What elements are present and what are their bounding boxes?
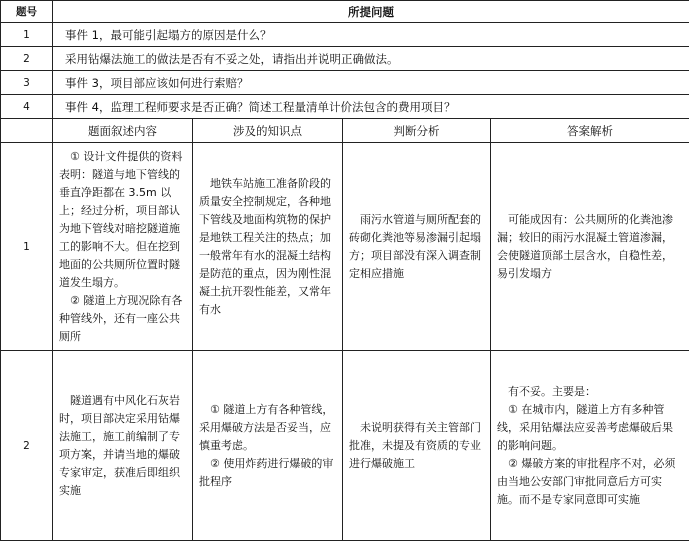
content-cell <box>53 143 193 351</box>
question-text: 事件 1，最可能引起塌方的原因是什么？ <box>53 23 689 47</box>
analysis-num: 2 <box>1 351 53 541</box>
sub-header-answer: 答案解析 <box>491 119 689 143</box>
analysis-num: 1 <box>1 143 53 351</box>
analysis-row <box>1 351 689 541</box>
content-para: ② 隧道上方现况除有各种管线外，还有一座公共厕所 <box>59 293 183 343</box>
question-num: 3 <box>1 71 53 95</box>
question-row <box>1 23 689 47</box>
question-row <box>1 95 689 119</box>
question-num: 2 <box>1 47 53 71</box>
knowledge-para: ① 隧道上方有各种管线，采用爆破方法是否妥当，应慎重考虑。 <box>199 402 334 452</box>
knowledge-cell <box>193 143 343 351</box>
content-para: 隧道遇有中风化石灰岩时，项目部决定采用钻爆法施工，施工前编制了专项方案，并请当地的爆破专家审定，获准后即组织实施 <box>59 393 180 497</box>
sub-header-judgment: 判断分析 <box>343 119 491 143</box>
answer-cell <box>491 143 689 351</box>
content-para: ① 设计文件提供的资料表明：隧道与地下管线的垂直净距都在 3.5m 以上；经过分析，项目部认为地下管线对暗挖隧道施工的影响不大。但在挖到地面的公共厕所位置时隧道发生塌方。 <box>59 149 183 289</box>
judgment-para: 未说明获得有关主管部门批准，未提及有资质的专业进行爆破施工 <box>349 420 481 470</box>
question-num: 4 <box>1 95 53 119</box>
header-num: 题号 <box>1 1 53 23</box>
answer-para: 有不妥。主要是： <box>508 384 596 398</box>
question-text: 采用钻爆法施工的做法是否有不妥之处，请指出并说明正确做法。 <box>53 47 689 71</box>
judgment-cell <box>343 351 491 541</box>
knowledge-cell <box>193 351 343 541</box>
judgment-para: 雨污水管道与厕所配套的砖砌化粪池等易渗漏引起塌方；项目部没有深入调查制定相应措施 <box>349 212 481 280</box>
answer-cell <box>491 351 689 541</box>
question-text: 事件 3，项目部应该如何进行索赔？ <box>53 71 689 95</box>
knowledge-para: ② 使用炸药进行爆破的审批程序 <box>199 456 334 488</box>
question-row <box>1 47 689 71</box>
header-question: 所提问题 <box>53 1 689 23</box>
question-row <box>1 71 689 95</box>
answer-para: ② 爆破方案的审批程序不对，必须由当地公安部门审批同意后方可实施。而不是专家同意即可实施 <box>497 456 676 506</box>
header-row <box>1 1 689 23</box>
sub-header-row <box>1 119 689 143</box>
sub-header-knowledge: 涉及的知识点 <box>193 119 343 143</box>
answer-para: ① 在城市内，隧道上方有多种管线，采用钻爆法应妥善考虑爆破后果的影响问题。 <box>497 402 673 452</box>
knowledge-para: 地铁车站施工准备阶段的质量安全控制规定，各种地下管线及地面构筑物的保护是地铁工程关注的热点；加一般常年有水的混凝土结构是防范的重点，因为刚性混凝土抗开裂性能差，又常年有水 <box>199 176 331 316</box>
question-num: 1 <box>1 23 53 47</box>
sub-header-content: 题面叙述内容 <box>53 119 193 143</box>
sub-header-blank <box>1 119 53 143</box>
analysis-row <box>1 143 689 351</box>
answer-para: 可能成因有：公共厕所的化粪池渗漏；较旧的雨污水混凝土管道渗漏，会使隧道顶部土层含水，自稳性差，易引发塌方 <box>497 212 673 280</box>
question-text: 事件 4，监理工程师要求是否正确？简述工程量清单计价法包含的费用项目？ <box>53 95 689 119</box>
content-cell <box>53 351 193 541</box>
judgment-cell <box>343 143 491 351</box>
